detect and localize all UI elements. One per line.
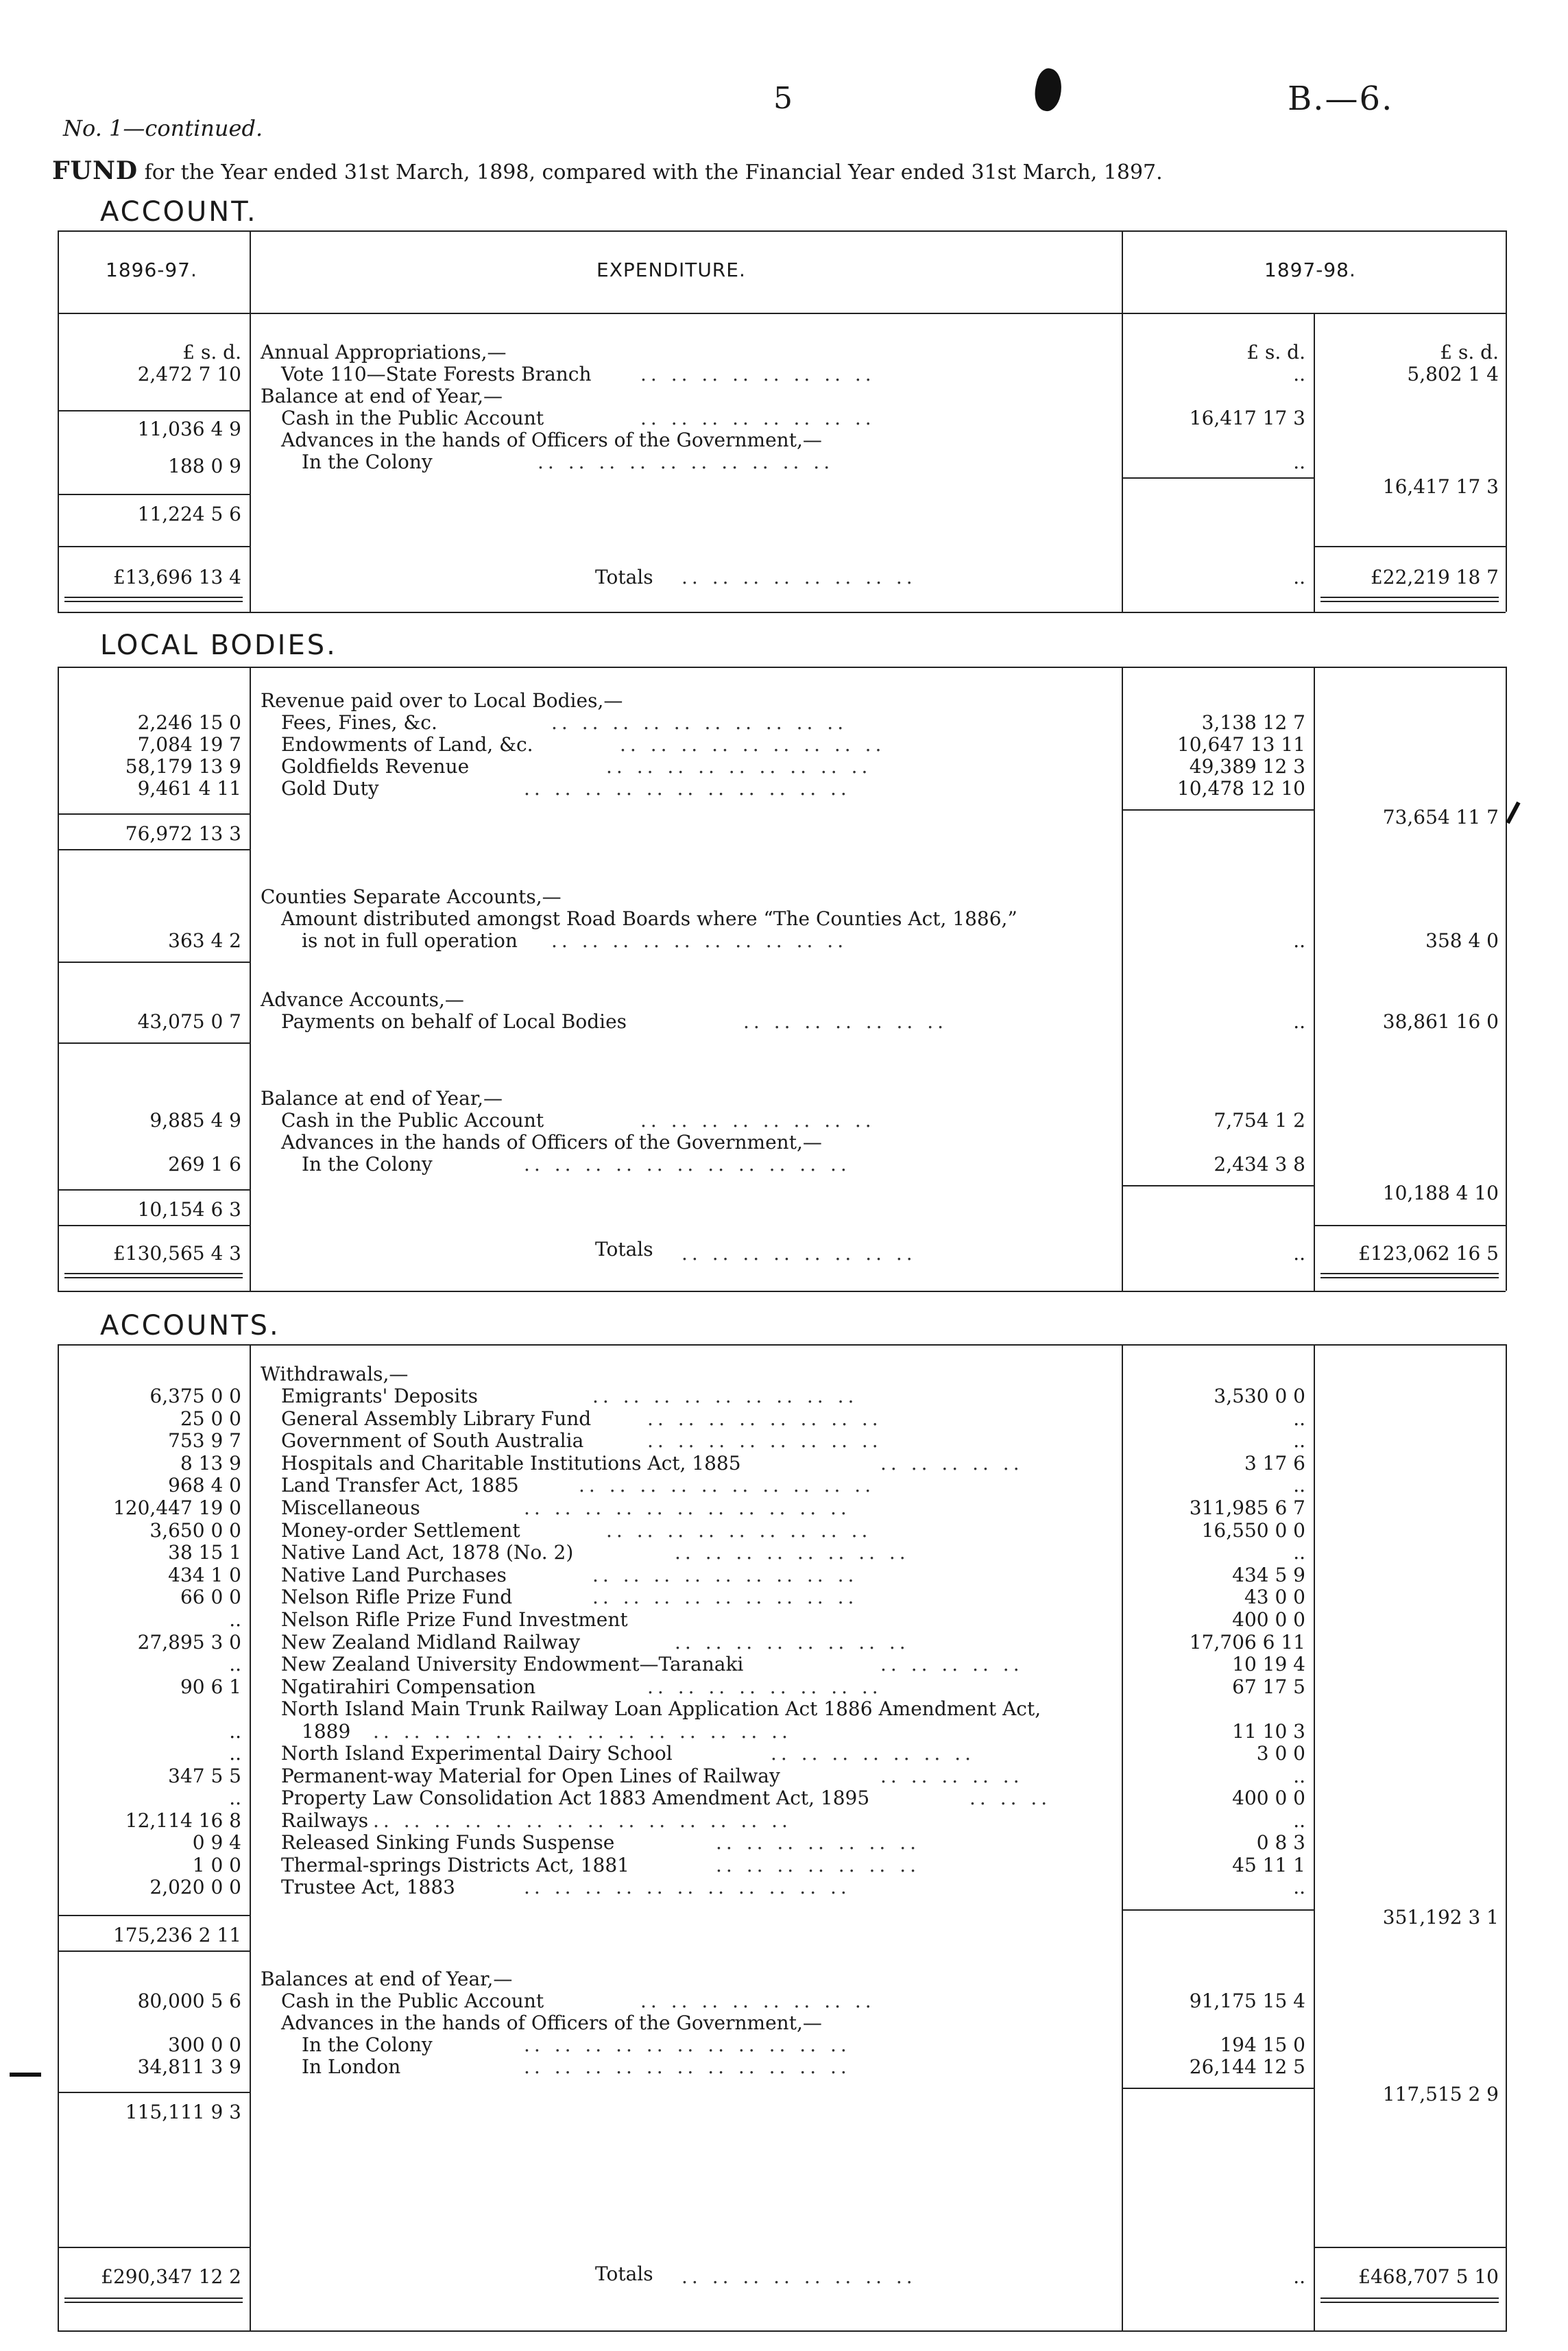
withdrawal-mid: .. (1293, 1876, 1305, 1898)
leader-dots: .. .. .. .. .. .. .. .. (647, 1675, 882, 1698)
withdrawal-label: Permanent-way Material for Open Lines of Railway (281, 1765, 780, 1787)
withdrawal-left: .. (229, 1742, 241, 1765)
leader-dots: .. .. .. .. .. .. .. .. .. (592, 1564, 858, 1586)
account-totals-right: £22,219 18 7 (1370, 566, 1499, 588)
withdrawal-label: Emigrants' Deposits (281, 1385, 478, 1407)
withdrawal-label: Money-order Settlement (281, 1519, 520, 1542)
withdrawal-label: Property Law Consolidation Act 1883 Amendment Act, 1895 (281, 1787, 870, 1809)
withdrawal-mid: .. (1293, 1474, 1305, 1496)
acc-balance-london-label: In London (302, 2055, 401, 2078)
leader-dots: .. .. .. (969, 1787, 1052, 1809)
withdrawal-left: 2,020 0 0 (149, 1876, 241, 1898)
withdrawal-left: 12,114 16 8 (125, 1809, 241, 1832)
advance-heading: Advance Accounts,— (261, 988, 464, 1011)
withdrawal-label: Trustee Act, 1883 (281, 1876, 455, 1898)
revenue-row-label: Goldfields Revenue (281, 755, 470, 778)
withdrawal-mid: 400 0 0 (1232, 1608, 1305, 1631)
withdrawal-mid: 3,530 0 0 (1214, 1385, 1305, 1407)
margin-dash-mark (10, 2073, 41, 2077)
fund-word: FUND (52, 156, 138, 185)
withdrawal-label: General Assembly Library Fund (281, 1407, 592, 1430)
account-row-label: Annual Appropriations,— (261, 341, 507, 363)
revenue-heading: Revenue paid over to Local Bodies,— (261, 689, 623, 712)
revenue-row-mid: 49,389 12 3 (1189, 755, 1305, 778)
revenue-row-mid: 10,478 12 10 (1177, 777, 1305, 800)
col-header-1897: 1897-98. (1264, 259, 1356, 281)
account-row-label: Cash in the Public Account (281, 407, 544, 429)
leader-dots: .. .. .. .. .. .. .. .. .. .. .. .. .. .. (373, 1720, 792, 1743)
acc-balance-cash-mid: 91,175 15 4 (1189, 1990, 1305, 2012)
withdrawal-left: 347 5 5 (168, 1765, 241, 1787)
acc-balance-subtotal-right: 117,515 2 9 (1382, 2083, 1499, 2105)
leader-dots: .. .. .. .. .. .. .. .. (647, 1407, 882, 1430)
advance-right: 38,861 16 0 (1382, 1010, 1499, 1033)
withdrawal-left: 6,375 0 0 (149, 1385, 241, 1407)
leader-dots: .. .. .. .. .. (880, 1765, 1024, 1787)
counties-right: 358 4 0 (1425, 929, 1499, 952)
leader-dots: .. .. .. .. .. .. .. .. .. (606, 1519, 872, 1542)
acc-totals-mid: .. (1293, 2265, 1305, 2288)
leader-dots: .. .. .. .. .. .. .. .. (682, 2265, 917, 2288)
leader-dots: .. .. .. .. .. .. .. .. .. (606, 755, 872, 778)
withdrawal-left: .. (229, 1608, 241, 1631)
currency-label: £ s. d. (1246, 341, 1305, 363)
account-totals-mid: .. (1293, 566, 1305, 588)
advance-label: Payments on behalf of Local Bodies (281, 1010, 627, 1033)
lb-balance-subtotal-right: 10,188 4 10 (1382, 1182, 1499, 1204)
withdrawal-mid: 43 0 0 (1244, 1586, 1305, 1608)
withdrawal-mid: 67 17 5 (1232, 1675, 1305, 1698)
withdrawal-left: 8 13 9 (180, 1452, 241, 1475)
leader-dots: .. .. .. .. .. (880, 1452, 1024, 1475)
lb-balance-cash-left: 9,885 4 9 (149, 1109, 241, 1132)
lb-balance-cash-label: Cash in the Public Account (281, 1109, 544, 1132)
account-row-right: 5,802 1 4 (1407, 363, 1499, 385)
withdrawal-label: New Zealand University Endowment—Taranaki (281, 1653, 744, 1675)
acc-balance-heading: Balances at end of Year,— (261, 1968, 513, 1990)
section-title-local-bodies: LOCAL BODIES. (100, 630, 337, 661)
revenue-row-mid: 10,647 13 11 (1177, 733, 1305, 756)
account-table (58, 230, 1506, 612)
acc-balance-colony-label: In the Colony (302, 2033, 433, 2056)
leader-dots: .. .. .. .. .. .. .. .. .. .. .. (524, 1496, 851, 1519)
account-subtotal-right: 16,417 17 3 (1382, 475, 1499, 498)
withdrawal-label: Native Land Act, 1878 (No. 2) (281, 1541, 574, 1564)
lb-balance-subtotal-left: 10,154 6 3 (137, 1198, 241, 1221)
withdrawal-left: 25 0 0 (180, 1407, 241, 1430)
account-row-mid: .. (1293, 363, 1305, 385)
leader-dots: .. .. .. .. .. .. .. .. .. .. .. (524, 1153, 851, 1176)
currency-label: £ s. d. (1440, 341, 1499, 363)
withdrawal-label: Thermal-springs Districts Act, 1881 (281, 1854, 629, 1876)
withdrawal-left: 38 15 1 (168, 1541, 241, 1564)
revenue-row-label: Endowments of Land, &c. (281, 733, 533, 756)
withdrawal-left: 0 9 4 (192, 1831, 241, 1854)
withdrawal-label: Nelson Rifle Prize Fund Investment (281, 1608, 628, 1631)
leader-dots: .. .. .. .. .. .. .. .. .. (592, 1586, 858, 1608)
fund-caption: for the Year ended 31st March, 1898, compared with the Financial Year ended 31st March, 1897. (144, 160, 1163, 184)
withdrawal-left: 120,447 19 0 (112, 1496, 241, 1519)
withdrawal-mid: 0 8 3 (1256, 1831, 1305, 1854)
acc-balance-cash-left: 80,000 5 6 (137, 1990, 241, 2012)
account-row-mid: .. (1293, 451, 1305, 473)
lb-balance-colony-label: In the Colony (302, 1153, 433, 1176)
currency-label: £ s. d. (182, 341, 241, 363)
withdrawals-heading: Withdrawals,— (261, 1363, 409, 1385)
counties-left: 363 4 2 (168, 929, 241, 952)
leader-dots: .. .. .. .. .. .. .. (716, 1831, 921, 1854)
ink-blot-mark (1031, 67, 1065, 114)
section-title-accounts: ACCOUNTS. (100, 1310, 280, 1341)
withdrawal-left: .. (229, 1653, 241, 1675)
leader-dots: .. .. .. .. .. .. .. (716, 1854, 921, 1876)
account-row-label: In the Colony (302, 451, 433, 473)
acc-totals-right: £468,707 5 10 (1358, 2265, 1499, 2288)
account-row-left: 188 0 9 (168, 455, 241, 477)
withdrawal-left: 90 6 1 (180, 1675, 241, 1698)
leader-dots: .. .. .. .. .. .. .. .. .. .. (579, 1474, 876, 1496)
leader-dots: .. .. .. .. .. .. .. .. (640, 1990, 876, 2012)
lb-balance-cash-mid: 7,754 1 2 (1214, 1109, 1305, 1132)
withdrawal-label: Native Land Purchases (281, 1564, 507, 1586)
withdrawal-label: Released Sinking Funds Suspense (281, 1831, 615, 1854)
lb-balance-colony-mid: 2,434 3 8 (1214, 1153, 1305, 1176)
lb-totals-label: Totals (595, 1238, 653, 1261)
acc-balance-colony-left: 300 0 0 (168, 2033, 241, 2056)
account-totals-left: £13,696 13 4 (112, 566, 241, 588)
revenue-row-mid: 3,138 12 7 (1201, 711, 1305, 734)
leader-dots: .. .. .. .. .. .. .. .. .. .. .. (524, 2033, 851, 2056)
withdrawal-left: 753 9 7 (168, 1429, 241, 1452)
revenue-row-left: 9,461 4 11 (137, 777, 241, 800)
withdrawal-mid: 311,985 6 7 (1189, 1496, 1305, 1519)
withdrawal-mid: .. (1293, 1407, 1305, 1430)
revenue-row-left: 7,084 19 7 (137, 733, 241, 756)
leader-dots: .. .. .. .. .. .. .. .. .. .. .. (524, 2055, 851, 2078)
col-header-1896: 1896-97. (106, 259, 197, 281)
section-title-account: ACCOUNT. (100, 196, 258, 228)
account-row-label: Vote 110—State Forests Branch (281, 363, 592, 385)
revenue-subtotal-right: 73,654 11 7 (1382, 806, 1499, 828)
withdrawal-mid: 3 17 6 (1244, 1452, 1305, 1475)
withdrawal-mid: 3 0 0 (1256, 1742, 1305, 1765)
withdrawal-mid: 11 10 3 (1232, 1720, 1305, 1743)
account-row-label: Advances in the hands of Officers of the Government,— (281, 429, 822, 451)
withdrawal-mid: .. (1293, 1429, 1305, 1452)
withdrawal-left: 66 0 0 (180, 1586, 241, 1608)
withdrawal-left: 27,895 3 0 (137, 1631, 241, 1654)
withdrawals-subtotal-right: 351,192 3 1 (1382, 1906, 1499, 1929)
withdrawal-mid: 16,550 0 0 (1201, 1519, 1305, 1542)
leader-dots: .. .. .. .. .. .. .. .. (647, 1429, 882, 1452)
table-number: No. 1—continued. (63, 115, 263, 141)
leader-dots: .. .. .. .. .. .. .. .. (675, 1631, 910, 1654)
leader-dots: .. .. .. .. .. .. .. .. (640, 363, 876, 385)
leader-dots: .. .. .. .. .. .. .. .. .. .. .. .. .. .. (373, 1809, 792, 1832)
withdrawal-left: 1 0 0 (192, 1854, 241, 1876)
leader-dots: .. .. .. .. .. .. .. .. .. .. .. (524, 1876, 851, 1898)
fund-heading (52, 156, 1163, 185)
account-row-mid: 16,417 17 3 (1189, 407, 1305, 429)
withdrawal-left: 968 4 0 (168, 1474, 241, 1496)
account-subtotal-left: 11,224 5 6 (137, 503, 241, 525)
lb-balance-heading: Balance at end of Year,— (261, 1087, 503, 1110)
withdrawal-mid: 10 19 4 (1232, 1653, 1305, 1675)
withdrawal-mid: .. (1293, 1765, 1305, 1787)
leader-dots: .. .. .. .. .. .. .. .. .. (620, 733, 886, 756)
revenue-row-label: Gold Duty (281, 777, 379, 800)
withdrawal-label: New Zealand Midland Railway (281, 1631, 581, 1654)
withdrawal-mid: 400 0 0 (1232, 1787, 1305, 1809)
withdrawal-label: Miscellaneous (281, 1496, 420, 1519)
leader-dots: .. .. .. .. .. .. .. .. .. .. .. (524, 777, 851, 800)
margin-tick-mark (1506, 802, 1520, 824)
leader-dots: .. .. .. .. .. .. .. .. (675, 1541, 910, 1564)
local-bodies-table (58, 667, 1506, 1291)
leader-dots: .. .. .. .. .. (880, 1653, 1024, 1675)
page-number: 5 (773, 81, 793, 116)
leader-dots: .. .. .. .. .. .. .. .. .. .. (538, 451, 834, 473)
leader-dots: .. .. .. .. .. .. .. .. .. (592, 1385, 858, 1407)
col-header-expenditure: EXPENDITURE. (596, 259, 746, 281)
lb-totals-right: £123,062 16 5 (1358, 1242, 1499, 1265)
withdrawals-subtotal-left: 175,236 2 11 (112, 1924, 241, 1946)
revenue-row-left: 58,179 13 9 (125, 755, 241, 778)
leader-dots: .. .. .. .. .. .. .. .. (640, 407, 876, 429)
acc-balance-cash-label: Cash in the Public Account (281, 1990, 544, 2012)
withdrawal-mid: 434 5 9 (1232, 1564, 1305, 1586)
withdrawal-mid: .. (1293, 1809, 1305, 1832)
withdrawal-label: Railways (281, 1809, 369, 1832)
revenue-row-left: 2,246 15 0 (137, 711, 241, 734)
leader-dots: .. .. .. .. .. .. .. .. .. .. (551, 929, 848, 952)
document-code: B.—6. (1288, 80, 1394, 118)
accounts-table (58, 1344, 1506, 2332)
revenue-subtotal-left: 76,972 13 3 (125, 822, 241, 845)
withdrawal-left: 3,650 0 0 (149, 1519, 241, 1542)
lb-totals-left: £130,565 4 3 (112, 1242, 241, 1265)
withdrawal-label: North Island Main Trunk Railway Loan Application Act 1886 Amendment Act, (281, 1697, 1041, 1720)
acc-balance-adv-heading: Advances in the hands of Officers of the Government,— (281, 2012, 822, 2034)
acc-balance-colony-mid: 194 15 0 (1220, 2033, 1305, 2056)
advance-left: 43,075 0 7 (137, 1010, 241, 1033)
withdrawal-left: .. (229, 1720, 241, 1743)
acc-balance-london-mid: 26,144 12 5 (1189, 2055, 1305, 2078)
leader-dots: .. .. .. .. .. .. .. .. (682, 566, 917, 588)
advance-mid: .. (1293, 1010, 1305, 1033)
withdrawal-label: Ngatirahiri Compensation (281, 1675, 536, 1698)
lb-balance-adv-heading: Advances in the hands of Officers of the Government,— (281, 1131, 822, 1154)
leader-dots: .. .. .. .. .. .. .. (743, 1010, 948, 1033)
account-totals-label: Totals (595, 566, 653, 588)
lb-balance-colony-left: 269 1 6 (168, 1153, 241, 1176)
revenue-row-label: Fees, Fines, &c. (281, 711, 437, 734)
leader-dots: .. .. .. .. .. .. .. .. (682, 1242, 917, 1265)
withdrawal-label: North Island Experimental Dairy School (281, 1742, 673, 1765)
withdrawal-label: 1889 (302, 1720, 351, 1743)
withdrawal-mid: .. (1293, 1541, 1305, 1564)
acc-totals-label: Totals (595, 2263, 653, 2285)
acc-totals-left: £290,347 12 2 (101, 2265, 241, 2288)
withdrawal-label: Nelson Rifle Prize Fund (281, 1586, 513, 1608)
withdrawal-label: Land Transfer Act, 1885 (281, 1474, 519, 1496)
counties-heading: Counties Separate Accounts,— (261, 885, 562, 908)
withdrawal-left: 434 1 0 (168, 1564, 241, 1586)
withdrawal-mid: 45 11 1 (1232, 1854, 1305, 1876)
account-row-label: Balance at end of Year,— (261, 385, 503, 407)
account-row-left: 2,472 7 10 (137, 363, 241, 385)
counties-mid: .. (1293, 929, 1305, 952)
leader-dots: .. .. .. .. .. .. .. .. (640, 1109, 876, 1132)
counties-line2: is not in full operation (302, 929, 518, 952)
leader-dots: .. .. .. .. .. .. .. .. .. .. (551, 711, 848, 734)
withdrawal-label: Hospitals and Charitable Institutions Act, 1885 (281, 1452, 741, 1475)
acc-balance-london-left: 34,811 3 9 (137, 2055, 241, 2078)
leader-dots: .. .. .. .. .. .. .. (771, 1742, 976, 1765)
account-row-left: 11,036 4 9 (137, 418, 241, 440)
withdrawal-mid: 17,706 6 11 (1189, 1631, 1305, 1654)
lb-totals-mid: .. (1293, 1242, 1305, 1265)
withdrawal-left: .. (229, 1787, 241, 1809)
acc-balance-subtotal-left: 115,111 9 3 (125, 2101, 241, 2123)
counties-line1: Amount distributed amongst Road Boards where “The Counties Act, 1886,” (281, 907, 1017, 930)
withdrawal-label: Government of South Australia (281, 1429, 584, 1452)
